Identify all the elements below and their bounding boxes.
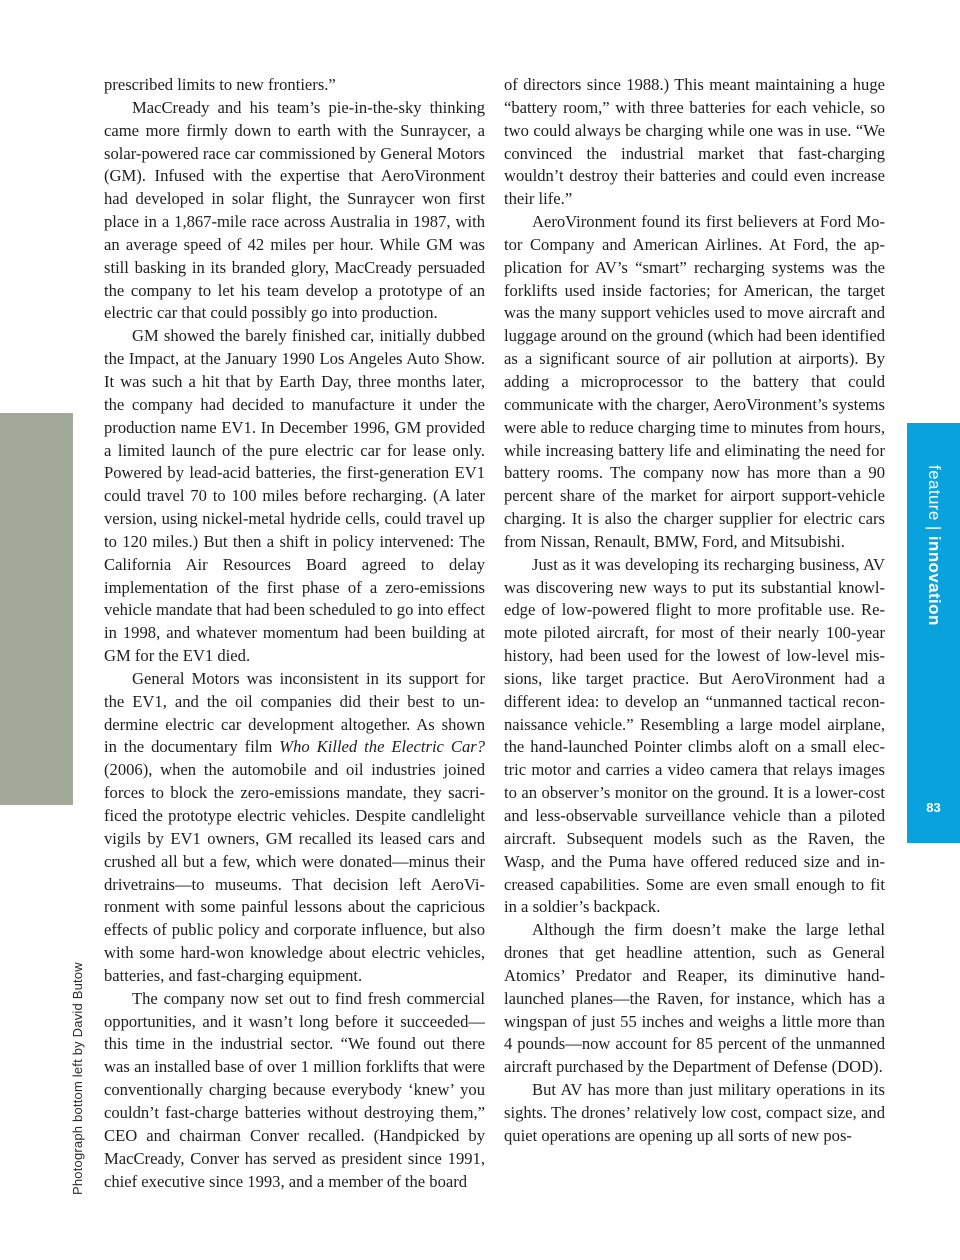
photo-credit: Photograph bottom left by David Butow: [70, 962, 85, 1195]
left-text-column: [104, 74, 485, 1193]
paragraph: GM showed the barely finished car, initially dubbed the Impact, at the January 1990 Los Angeles Auto Show. It was such a hit that by Earth Day, three months later, the company had decided to manufacture it under the production name EV1. In December 1996, GM provided a limited launch of the pure electric car for lease only. Powered by lead-acid batteries, the first-generation EV1 could travel 70 to 100 miles before recharging. (A later version, using nickel-metal hydride cells, could travel up to 120 miles.) But then a shift in policy intervened: The California Air Resources Board agreed to delay implementation of the first phase of a zero-emissions vehicle mandate that had been scheduled to go into effect in 1998, and whatever momentum had been building at GM for the EV1 died.: [104, 326, 485, 666]
right-text-column: [504, 74, 885, 1148]
paragraph: AeroVironment found its first believers at Ford Motor Company and American Airlines. At Ford, the application for AV’s “smart” recharging systems was the forklifts used inside factories; for American, the target was the many support vehicles used to move aircraft and luggage around on the ground (which had been identified as a significant source of air pollution at airports). By adding a microprocessor to the battery that could communicate with the charger, AeroVironment’s systems were able to reduce charging time to minutes from hours, while increasing battery life and eliminating the need for battery rooms. The company now has more than a 90 percent share of the market for airport support-vehicle charging. It is also the charger supplier for electric cars from Nissan, Renault, BMW, Ford, and Mitsubishi.: [504, 212, 885, 551]
paragraph-text: (2006), when the automobile and oil industries joined forces to block the zero-emissions mandate, they sacrificed the prototype electric vehicles. Despite candlelight vigils by EV1 owners, GM recalled its leased cars and crushed all but a few, which were donated—minus their drivetrains—to museums. That decision left AeroVironment with some painful lessons about the capricious effects of public policy and corporate influence, but also with some hard-won knowledge about electric vehicles, batteries, and fast-charging equipment.: [104, 760, 485, 985]
paragraph: [104, 668, 485, 988]
paragraph: The company now set out to find fresh commercial opportunities, and it wasn’t long before it succeeded—this time in the industrial sector. “We found out there was an installed base of over 1 million forklifts that were conventionally charging because everybody ‘knew’ you couldn’t fast-charge batteries without destroying them,” CEO and chairman Conver recalled. (Handpicked by MacCready, Conver has served as president since 1991, chief executive since 1993, and a member of the board: [104, 988, 485, 1191]
section-category: feature: [925, 465, 944, 521]
paragraph: Although the firm doesn’t make the large lethal drones that get headline attention, such as General Atomics’ Predator and Reaper, its diminutive hand-launched planes—the Raven, for instance, which has a wingspan of just 55 inches and weighs a little more than 4 pounds—now account for 85 percent of the unmanned aircraft purchased by the Department of Defense (DOD).: [504, 920, 885, 1077]
paragraph: MacCready and his team’s pie-in-the-sky thinking came more firmly down to earth with the Sunraycer, a solar-powered race car commissioned by General Motors (GM). Infused with the expertise that AeroVironment had developed in solar flight, the Sunraycer won first place in a 1,867-mile race across Australia in 1987, with an average speed of 42 miles per hour. While GM was still basking in its branded glory, MacCready persuaded the company to let his team develop a prototype of an electric car that could possibly go into production.: [104, 97, 485, 323]
section-separator: |: [925, 520, 944, 536]
film-title: Who Killed the Electric Car?: [279, 737, 485, 757]
paragraph: Just as it was developing its recharging business, AV was discovering new ways to put its substantial knowledge of low-powered flight to more profitable use. Remote piloted aircraft, for most of their nearly 100-year history, had been used for the lowest of low-level missions, like target practice. But AeroVironment had a different idea: to develop an “unmanned tactical reconnaissance vehicle.” Resembling a large model airplane, the hand-launched Pointer climbs aloft on a small electric motor and carries a video camera that relays images to an observer’s monitor on the ground. It is a lower-cost and less-observable surveillance vehicle than a piloted aircraft. Subsequent models such as the Raven, the Wasp, and the Puma have offered reduced size and increased capabilities. Some are even small enough to fit in a soldier’s backpack.: [504, 554, 885, 917]
paragraph-text: General Motors was inconsistent in its support for the EV1, and the oil companies did their best to undermine electric car development altogether. As shown in the documentary film: [104, 668, 485, 757]
paragraph: But AV has more than just military operations in its sights. The drones’ relatively low cost, compact size, and quiet operations are opening up all sorts of new pos-: [504, 1080, 885, 1145]
paragraph: prescribed limits to new frontiers.”: [104, 75, 336, 94]
photo-placeholder-bar: [0, 413, 73, 805]
page-number: 83: [926, 800, 941, 815]
paragraph: of directors since 1988.) This meant maintaining a huge “battery room,” with three batteries for each vehicle, so two could always be charging while one was in use. “We convinced the industrial market that fast-charging wouldn’t destroy their batteries and could even increase their life.”: [504, 75, 885, 209]
section-label: [924, 465, 944, 626]
section-topic: innovation: [925, 535, 944, 626]
